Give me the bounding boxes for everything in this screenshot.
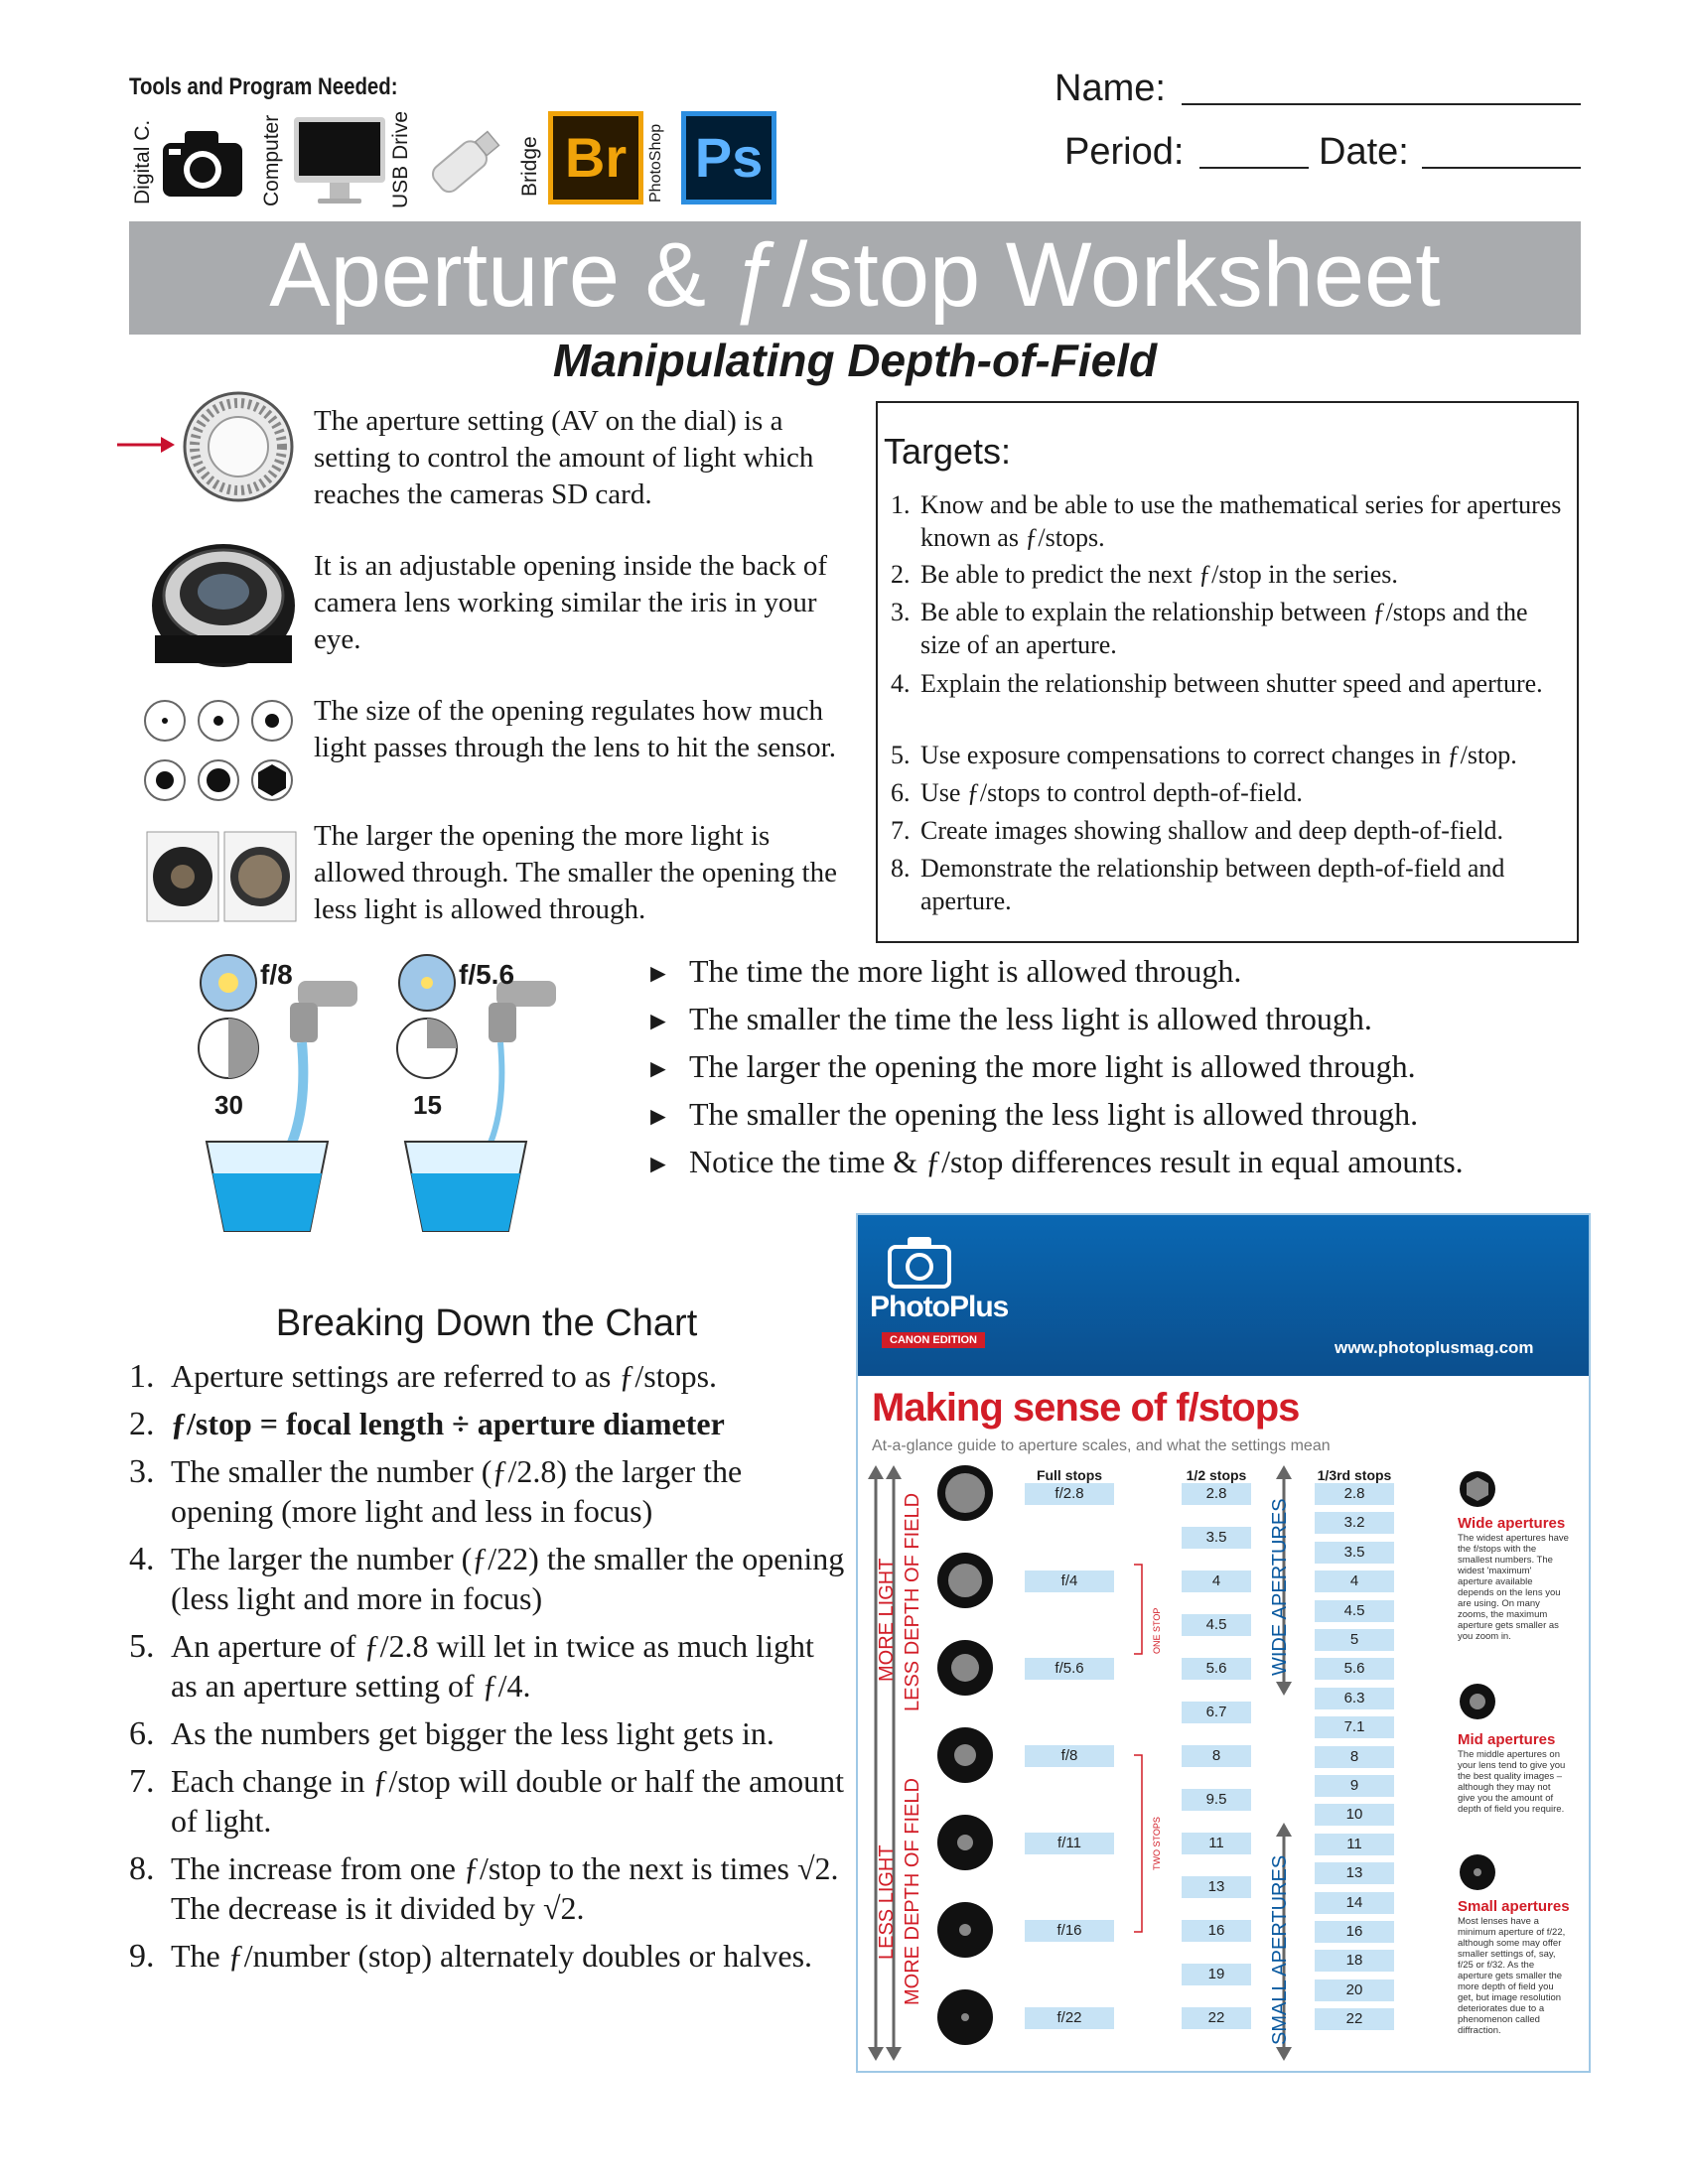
faucet-illustration (179, 953, 616, 1251)
bullet-4: ► The smaller the opening the less light is allowed through. (645, 1096, 1419, 1132)
target-item-4: 4. Explain the relationship between shutter speed and aperture. (891, 669, 1543, 698)
usb-drive-icon (421, 123, 510, 203)
side-heading-mid: Mid apertures (1458, 1731, 1556, 1748)
third-stop-cell: 14 (1315, 1892, 1394, 1914)
tools-title: Tools and Program Needed: (129, 73, 398, 100)
faucet-fstop-1: f/8 (260, 959, 293, 990)
faucet-time-1: 30 (214, 1090, 243, 1120)
label-less-light: LESS LIGHT (876, 1844, 898, 1960)
third-stop-cell: 3.5 (1315, 1542, 1394, 1564)
computer-icon (290, 111, 389, 210)
third-stop-cell: 13 (1315, 1862, 1394, 1884)
intro-paragraph-4: The larger the opening the more light is allowed through. The smaller the opening the less light is allowed through. (314, 820, 837, 925)
breakdown-title: Breaking Down the Chart (275, 1302, 698, 1344)
intro-paragraph-1: The aperture setting (AV on the dial) is a setting to control the amount of light which reaches the cameras SD card. (314, 405, 814, 510)
half-stop-cell: 13 (1182, 1876, 1251, 1898)
targets-title: Targets: (884, 431, 1012, 472)
date-label: Date: (1319, 131, 1409, 173)
half-stop-cell: 4 (1182, 1570, 1251, 1592)
period-label: Period: (1064, 131, 1185, 173)
side-text-mid: The middle apertures on your lens tend to give you the best quality images – although they may not give you the amount of depth of field you require. (1458, 1749, 1566, 1815)
half-stop-cell: 11 (1182, 1833, 1251, 1854)
third-stop-cell: 9 (1315, 1775, 1394, 1797)
label-more-light: MORE LIGHT (876, 1558, 898, 1682)
breakdown-item-9: 9. The ƒ/number (stop) alternately doubles or halves. (129, 1938, 813, 1975)
aperture-icon-column (933, 1463, 997, 2059)
full-stop-cell: f/16 (1025, 1920, 1114, 1942)
half-stop-cell: 8 (1182, 1745, 1251, 1767)
date-field[interactable] (1422, 167, 1581, 169)
intro-paragraph-3: The size of the opening regulates how much light passes through the lens to hit the sensor. (314, 695, 836, 763)
label-less-dof: LESS DEPTH OF FIELD (902, 1492, 923, 1711)
half-stop-cell: 9.5 (1182, 1789, 1251, 1811)
tool-label-photoshop: PhotoShop (647, 123, 664, 203)
half-stop-cell: 6.7 (1182, 1702, 1251, 1723)
faucet-fstop-2: f/5.6 (459, 959, 515, 990)
bullet-2: ► The smaller the time the less light is allowed through. (645, 1001, 1372, 1036)
tool-label-camera: Digital C. (131, 119, 154, 205)
full-stop-cell: f/2.8 (1025, 1483, 1114, 1505)
side-heading-wide: Wide apertures (1458, 1515, 1566, 1532)
third-stop-cell: 11 (1315, 1834, 1394, 1855)
red-arrow-icon (115, 433, 177, 457)
breakdown-item-4: 4. The larger the number (ƒ/22) the smaller the opening (less light and more in focus) (129, 1541, 845, 1616)
full-stop-cell: f/5.6 (1025, 1658, 1114, 1680)
period-field[interactable] (1199, 167, 1309, 169)
third-stop-cell: 2.8 (1315, 1483, 1394, 1505)
third-stop-cell: 5 (1315, 1629, 1394, 1651)
stop-brackets (1132, 1563, 1152, 1979)
third-stop-cell: 5.6 (1315, 1658, 1394, 1680)
half-stop-cell: 2.8 (1182, 1483, 1251, 1505)
mid-aperture-icon (1458, 1682, 1497, 1721)
photoplus-edition: CANON EDITION (882, 1332, 985, 1348)
page-subtitle: Manipulating Depth-of-Field (552, 335, 1158, 386)
third-stop-cell: 4 (1315, 1570, 1394, 1592)
label-wide-apertures: WIDE APERTURES (1269, 1498, 1291, 1676)
page-title: Aperture & ƒ/stop Worksheet (269, 224, 1441, 326)
photoshop-app-icon: Ps (681, 111, 776, 205)
photoplus-camera-icon (888, 1235, 951, 1289)
half-stop-cell: 3.5 (1182, 1527, 1251, 1549)
full-stop-cell: f/4 (1025, 1570, 1114, 1592)
bullet-5: ► Notice the time & ƒ/stop differences result in equal amounts. (645, 1144, 1464, 1179)
photoplus-url: www.photoplusmag.com (1335, 1338, 1534, 1357)
lens-icon (149, 536, 298, 675)
col-header-full: Full stops (1036, 1467, 1103, 1483)
third-stop-cell: 10 (1315, 1804, 1394, 1826)
breakdown-item-1: 1. Aperture settings are referred to as ƒ/stops. (129, 1358, 718, 1395)
breakdown-item-6: 6. As the numbers get bigger the less light gets in. (129, 1715, 774, 1752)
bullet-1: ► The time the more light is allowed through. (645, 953, 1242, 989)
breakdown-item-5: 5. An aperture of ƒ/2.8 will let in twice as much light as an aperture setting of ƒ/4. (129, 1628, 814, 1704)
tool-label-computer: Computer (260, 114, 283, 206)
half-stop-cell: 22 (1182, 2007, 1251, 2029)
target-item-3: 3. Be able to explain the relationship between ƒ/stops and the size of an aperture. (891, 598, 1528, 659)
label-small-apertures: SMALL APERTURES (1269, 1854, 1291, 2045)
breakdown-item-2: 2. ƒ/stop = focal length ÷ aperture diameter (129, 1406, 725, 1442)
target-item-7: 7. Create images showing shallow and deep depth-of-field. (891, 816, 1503, 845)
half-stop-cell: 16 (1182, 1920, 1251, 1942)
third-stop-cell: 6.3 (1315, 1688, 1394, 1709)
camera-icon (159, 113, 246, 208)
small-aperture-icon (1458, 1852, 1497, 1892)
label-more-dof: MORE DEPTH OF FIELD (902, 1778, 923, 2005)
bullet-3: ► The larger the opening the more light is allowed through. (645, 1048, 1416, 1084)
third-stop-cell: 22 (1315, 2008, 1394, 2030)
target-item-6: 6. Use ƒ/stops to control depth-of-field. (891, 778, 1303, 807)
wide-aperture-icon (1458, 1469, 1497, 1509)
name-label: Name: (1055, 68, 1166, 109)
side-text-small: Most lenses have a minimum aperture of f/22, although some may offer smaller settings of, say, f/25 or f/32. As the aperture gets smaller the more depth of field you get, but image resolution deteriorates due to a phenomenon called diffraction. (1458, 1916, 1566, 2036)
mode-dial-icon (181, 389, 296, 504)
col-header-half: 1/2 stops (1186, 1467, 1247, 1483)
label-one-stop: ONE STOP (1152, 1607, 1162, 1654)
breakdown-item-3: 3. The smaller the number (ƒ/2.8) the larger the opening (more light and less in focus) (129, 1453, 743, 1529)
col-header-third: 1/3rd stops (1317, 1467, 1392, 1483)
target-item-8: 8. Demonstrate the relationship between depth-of-field and aperture. (891, 854, 1505, 915)
photoplus-title: Making sense of f/stops (872, 1386, 1300, 1430)
photoplus-chart (856, 1213, 1591, 2073)
bridge-app-icon: Br (548, 111, 643, 205)
third-stop-cell: 4.5 (1315, 1600, 1394, 1622)
tool-label-usb: USB Drive (389, 110, 412, 208)
third-stop-cell: 8 (1315, 1746, 1394, 1768)
label-two-stops: TWO STOPS (1152, 1817, 1162, 1870)
half-stop-cell: 5.6 (1182, 1658, 1251, 1680)
intro-paragraph-2: It is an adjustable opening inside the back of camera lens working similar the iris in your eye. (314, 550, 828, 655)
aperture-blades-icon (139, 695, 298, 810)
target-item-2: 2. Be able to predict the next ƒ/stop in the series. (891, 560, 1398, 589)
third-stop-cell: 3.2 (1315, 1512, 1394, 1534)
breakdown-item-7: 7. Each change in ƒ/stop will double or half the amount of light. (129, 1763, 845, 1839)
side-heading-small: Small apertures (1458, 1898, 1570, 1915)
breakdown-item-8: 8. The increase from one ƒ/stop to the next is times √2. The decrease is it divided by √2. (129, 1850, 839, 1926)
target-item-5: 5. Use exposure compensations to correct changes in ƒ/stop. (891, 741, 1517, 769)
name-field[interactable] (1182, 103, 1581, 105)
third-stop-cell: 16 (1315, 1921, 1394, 1943)
left-arrows-icon (864, 1465, 904, 2061)
third-stop-cell: 7.1 (1315, 1716, 1394, 1738)
tool-label-bridge: Bridge (518, 136, 541, 197)
third-stop-cell: 18 (1315, 1950, 1394, 1972)
half-stop-cell: 4.5 (1182, 1614, 1251, 1636)
third-stop-cell: 20 (1315, 1979, 1394, 2001)
target-item-1: 1. Know and be able to use the mathematical series for apertures known as ƒ/stops. (891, 490, 1562, 552)
faucet-time-2: 15 (413, 1090, 442, 1120)
full-stop-cell: f/22 (1025, 2007, 1114, 2029)
full-stop-cell: f/11 (1025, 1833, 1114, 1854)
full-stop-cell: f/8 (1025, 1745, 1114, 1767)
side-text-wide: The widest apertures have the f/stops with the smallest numbers. The widest 'maximum' aperture available depends on the lens you are using. On many zooms, the maximum aperture gets smaller as you zoom in. (1458, 1533, 1569, 1642)
half-stop-cell: 19 (1182, 1964, 1251, 1985)
photoplus-subtitle: At-a-glance guide to aperture scales, and what the settings mean (872, 1437, 1331, 1454)
photoplus-brand: PhotoPlus (870, 1291, 1009, 1323)
aperture-comparison-icon (145, 830, 298, 923)
